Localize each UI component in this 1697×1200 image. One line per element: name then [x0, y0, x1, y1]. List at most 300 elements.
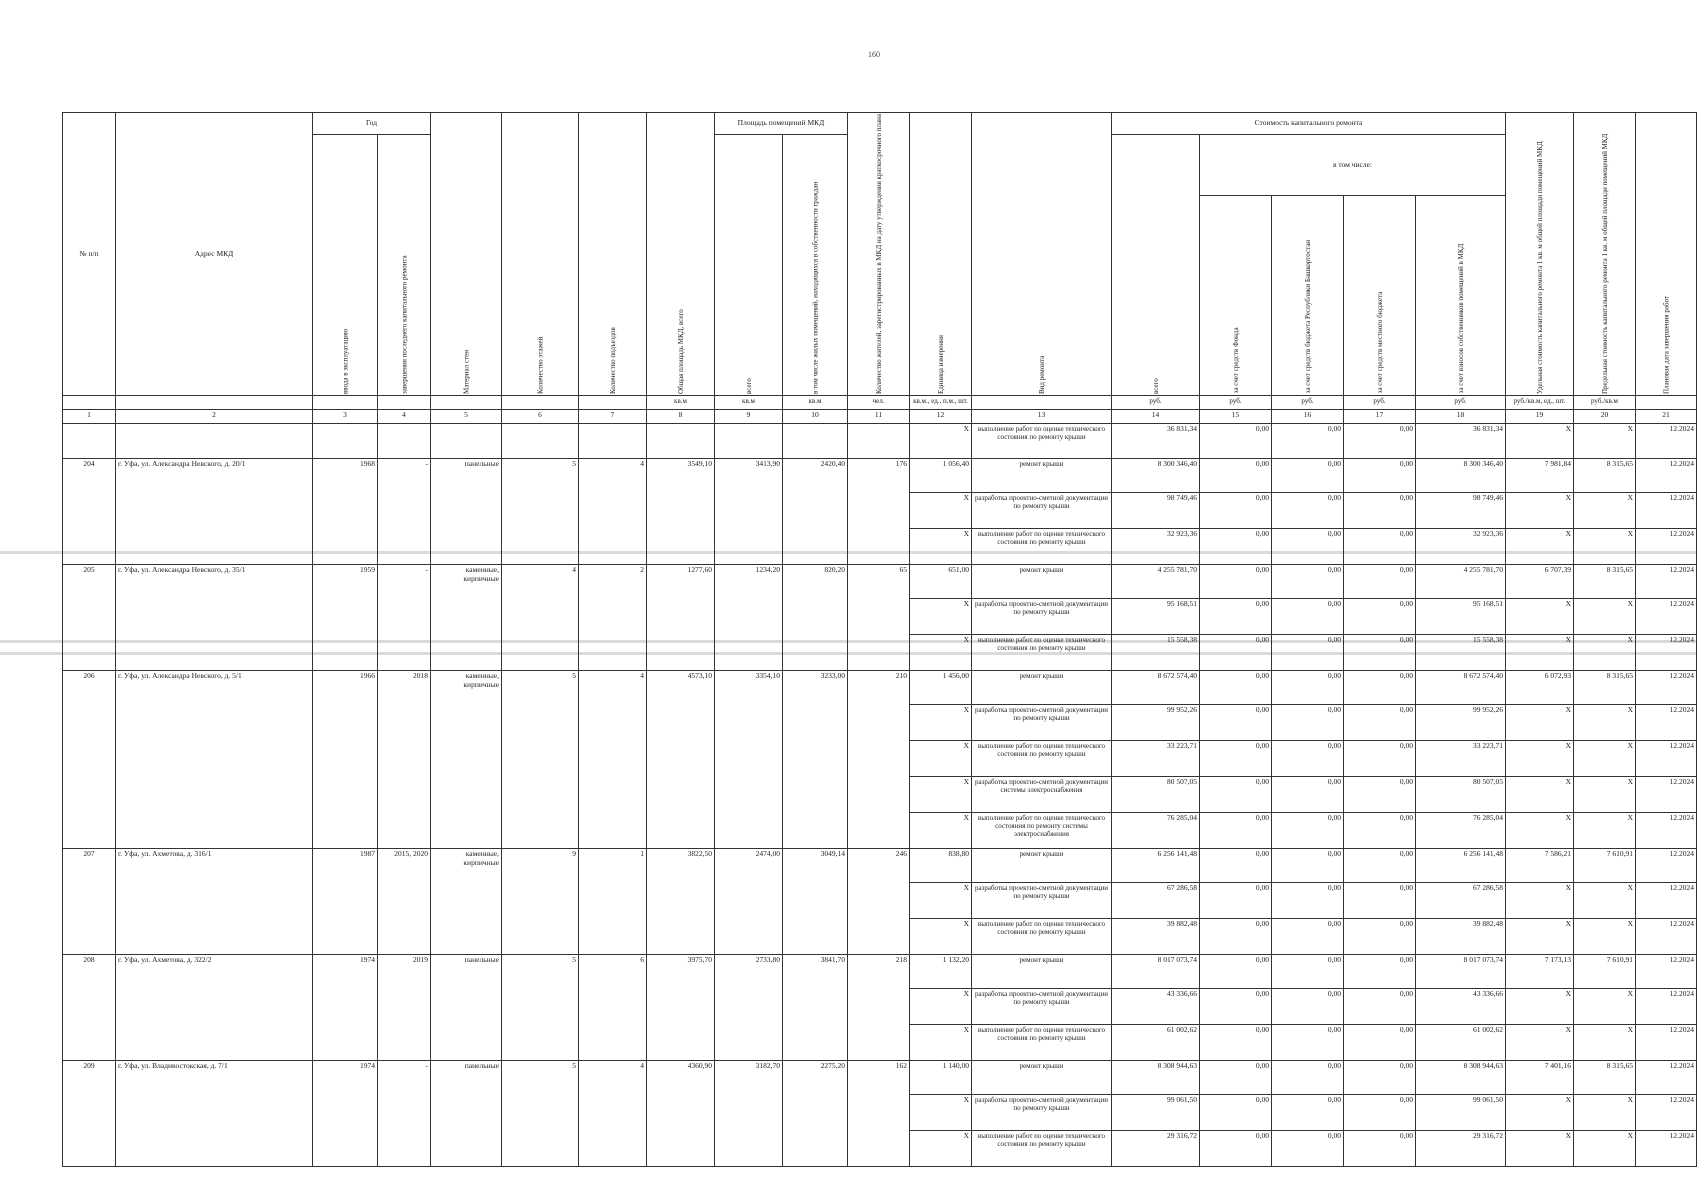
- cost-republic: 0,00: [1272, 741, 1344, 777]
- planned-date: 12.2024: [1636, 599, 1697, 635]
- repair-plan-table: [62, 112, 1697, 1167]
- max-cost: 8 315,65: [1574, 1061, 1636, 1095]
- unit-cost: X: [1506, 705, 1574, 741]
- repair-type: разработка проектно-сметной документации по ремонту крыши: [972, 1095, 1112, 1131]
- total-area: 3822,50: [647, 849, 715, 955]
- wall-material: каменные, кирпичные: [431, 849, 502, 955]
- unit-value: X: [910, 989, 972, 1025]
- column-number: 4: [378, 410, 431, 424]
- unit-value: X: [910, 741, 972, 777]
- unit-cell: руб.: [1344, 396, 1416, 410]
- column-number: 11: [848, 410, 910, 424]
- max-cost: X: [1574, 1025, 1636, 1061]
- unit-value: 1 456,00: [910, 671, 972, 705]
- unit-value: X: [910, 1095, 972, 1131]
- column-number: 13: [972, 410, 1112, 424]
- cost-republic: 0,00: [1272, 459, 1344, 493]
- cost-fund: 0,00: [1200, 424, 1272, 459]
- unit-value: X: [910, 424, 972, 459]
- premises-owned: 2420,40: [783, 459, 848, 565]
- cost-fund: 0,00: [1200, 849, 1272, 883]
- cost-owners: 6 256 141,48: [1416, 849, 1506, 883]
- cost-owners: 8 672 574,40: [1416, 671, 1506, 705]
- cost-owners: 36 831,34: [1416, 424, 1506, 459]
- cost-republic: 0,00: [1272, 599, 1344, 635]
- repair-type: ремонт крыши: [972, 565, 1112, 599]
- cost-owners: 61 002,62: [1416, 1025, 1506, 1061]
- wall-material: панельные: [431, 955, 502, 1061]
- cost-republic: 0,00: [1272, 493, 1344, 529]
- table-row: [63, 424, 1697, 459]
- planned-date: 12.2024: [1636, 565, 1697, 599]
- cost-local: 0,00: [1344, 1095, 1416, 1131]
- column-number: 12: [910, 410, 972, 424]
- floors: 5: [502, 459, 579, 565]
- premises-owned: 820,20: [783, 565, 848, 671]
- cost-local: 0,00: [1344, 849, 1416, 883]
- units-row: [63, 396, 1697, 410]
- cost-owners: 80 507,05: [1416, 777, 1506, 813]
- address: г. Уфа, ул. Александра Невского, д. 35/1: [116, 565, 313, 671]
- empty-cell: [783, 424, 848, 459]
- year-last-repair: 2018: [378, 671, 431, 849]
- header-cost-owners: за счет взносов собственников помещений в МКД: [1416, 195, 1506, 395]
- premises-total: 3182,70: [715, 1061, 783, 1167]
- unit-cost: X: [1506, 1025, 1574, 1061]
- planned-date: 12.2024: [1636, 955, 1697, 989]
- cost-fund: 0,00: [1200, 989, 1272, 1025]
- repair-type: выполнение работ по оценке технического состояния по ремонту крыши: [972, 741, 1112, 777]
- unit-cost: X: [1506, 919, 1574, 955]
- entrances: 4: [579, 459, 647, 565]
- header-max-cost: Предельная стоимость капитального ремонта 1 кв. м общей площади помещений МКД: [1574, 113, 1636, 396]
- unit-value: 838,80: [910, 849, 972, 883]
- repair-type: ремонт крыши: [972, 671, 1112, 705]
- total-area: 4360,90: [647, 1061, 715, 1167]
- floors: 5: [502, 955, 579, 1061]
- planned-date: 12.2024: [1636, 1131, 1697, 1167]
- cost-republic: 0,00: [1272, 705, 1344, 741]
- unit-value: X: [910, 777, 972, 813]
- header-floors: Количество этажей: [502, 113, 579, 396]
- cost-fund: 0,00: [1200, 1061, 1272, 1095]
- cost-republic: 0,00: [1272, 565, 1344, 599]
- header-repair-type: Вид ремонта: [972, 113, 1112, 396]
- row-number: 204: [63, 459, 116, 565]
- cost-fund: 0,00: [1200, 565, 1272, 599]
- cost-owners: 95 168,51: [1416, 599, 1506, 635]
- repair-type: ремонт крыши: [972, 849, 1112, 883]
- header-year-commission: ввода в эксплуатацию: [313, 135, 378, 396]
- unit-cell: руб./кв.м: [1574, 396, 1636, 410]
- unit-value: X: [910, 883, 972, 919]
- max-cost: X: [1574, 883, 1636, 919]
- unit-cell: руб.: [1200, 396, 1272, 410]
- column-number: 10: [783, 410, 848, 424]
- cost-republic: 0,00: [1272, 635, 1344, 671]
- repair-type: разработка проектно-сметной документации по ремонту крыши: [972, 705, 1112, 741]
- floors: 5: [502, 671, 579, 849]
- header-total-area: Общая площадь МКД, всего: [647, 113, 715, 396]
- cost-local: 0,00: [1344, 635, 1416, 671]
- cost-local: 0,00: [1344, 813, 1416, 849]
- max-cost: X: [1574, 493, 1636, 529]
- max-cost: X: [1574, 599, 1636, 635]
- cost-total: 61 002,62: [1112, 1025, 1200, 1061]
- year-commission: 1987: [313, 849, 378, 955]
- cost-republic: 0,00: [1272, 1131, 1344, 1167]
- premises-total: 3413,90: [715, 459, 783, 565]
- unit-value: 1 056,40: [910, 459, 972, 493]
- unit-value: X: [910, 813, 972, 849]
- entrances: 1: [579, 849, 647, 955]
- cost-republic: 0,00: [1272, 849, 1344, 883]
- residents: 210: [848, 671, 910, 849]
- max-cost: 8 315,65: [1574, 565, 1636, 599]
- year-last-repair: -: [378, 459, 431, 565]
- repair-type: ремонт крыши: [972, 1061, 1112, 1095]
- premises-owned: 3049,14: [783, 849, 848, 955]
- cost-owners: 8 308 944,63: [1416, 1061, 1506, 1095]
- planned-date: 12.2024: [1636, 989, 1697, 1025]
- max-cost: 7 610,91: [1574, 955, 1636, 989]
- cost-fund: 0,00: [1200, 883, 1272, 919]
- year-last-repair: -: [378, 1061, 431, 1167]
- header-address: Адрес МКД: [116, 113, 313, 396]
- cost-republic: 0,00: [1272, 1095, 1344, 1131]
- residents: 162: [848, 1061, 910, 1167]
- column-number: 20: [1574, 410, 1636, 424]
- planned-date: 12.2024: [1636, 424, 1697, 459]
- max-cost: X: [1574, 741, 1636, 777]
- cost-fund: 0,00: [1200, 777, 1272, 813]
- unit-value: 1 140,00: [910, 1061, 972, 1095]
- header-cost-including: в том числе:: [1200, 135, 1506, 196]
- planned-date: 12.2024: [1636, 1025, 1697, 1061]
- unit-cost: X: [1506, 1131, 1574, 1167]
- header-no: № п/п: [63, 113, 116, 396]
- unit-cost: X: [1506, 493, 1574, 529]
- unit-cell: кв.м: [647, 396, 715, 410]
- max-cost: X: [1574, 635, 1636, 671]
- year-commission: 1959: [313, 565, 378, 671]
- unit-value: X: [910, 635, 972, 671]
- cost-local: 0,00: [1344, 459, 1416, 493]
- unit-value: X: [910, 493, 972, 529]
- unit-cell: руб.: [1272, 396, 1344, 410]
- entrances: 4: [579, 1061, 647, 1167]
- column-number: 14: [1112, 410, 1200, 424]
- residents: 65: [848, 565, 910, 671]
- table-row: [63, 849, 1697, 883]
- residents: 218: [848, 955, 910, 1061]
- repair-type: выполнение работ по оценке технического состояния по ремонту крыши: [972, 1025, 1112, 1061]
- cost-republic: 0,00: [1272, 1025, 1344, 1061]
- cost-fund: 0,00: [1200, 635, 1272, 671]
- total-area: 1277,60: [647, 565, 715, 671]
- repair-type: разработка проектно-сметной документации по ремонту крыши: [972, 989, 1112, 1025]
- header-cost-total: всего: [1112, 135, 1200, 396]
- unit-cost: 7 401,16: [1506, 1061, 1574, 1095]
- empty-cell: [431, 424, 502, 459]
- row-number: 206: [63, 671, 116, 849]
- empty-cell: [502, 424, 579, 459]
- residents: 176: [848, 459, 910, 565]
- empty-cell: [63, 424, 116, 459]
- total-area: 3975,70: [647, 955, 715, 1061]
- planned-date: 12.2024: [1636, 813, 1697, 849]
- residents: 246: [848, 849, 910, 955]
- header-year: Год: [313, 113, 431, 135]
- cost-total: 99 952,26: [1112, 705, 1200, 741]
- entrances: 2: [579, 565, 647, 671]
- unit-cost: X: [1506, 741, 1574, 777]
- unit-cost: 6 707,39: [1506, 565, 1574, 599]
- page-number: 160: [868, 50, 880, 59]
- year-commission: 1968: [313, 459, 378, 565]
- cost-local: 0,00: [1344, 1061, 1416, 1095]
- year-commission: 1966: [313, 671, 378, 849]
- header-entrances: Количество подъездов: [579, 113, 647, 396]
- header-unit: Единица измерения: [910, 113, 972, 396]
- premises-owned: 2275,20: [783, 1061, 848, 1167]
- unit-value: X: [910, 1131, 972, 1167]
- cost-local: 0,00: [1344, 424, 1416, 459]
- planned-date: 12.2024: [1636, 493, 1697, 529]
- row-number: 209: [63, 1061, 116, 1167]
- unit-cost: X: [1506, 529, 1574, 565]
- max-cost: X: [1574, 919, 1636, 955]
- cost-owners: 32 923,36: [1416, 529, 1506, 565]
- unit-cost: 6 072,93: [1506, 671, 1574, 705]
- unit-value: 651,00: [910, 565, 972, 599]
- cost-total: 36 831,34: [1112, 424, 1200, 459]
- header-premises: Площадь помещений МКД: [715, 113, 848, 135]
- year-commission: 1974: [313, 1061, 378, 1167]
- repair-type: выполнение работ по оценке технического состояния по ремонту крыши: [972, 1131, 1112, 1167]
- cost-owners: 33 223,71: [1416, 741, 1506, 777]
- column-number: 9: [715, 410, 783, 424]
- repair-type: ремонт крыши: [972, 459, 1112, 493]
- premises-total: 2733,80: [715, 955, 783, 1061]
- entrances: 6: [579, 955, 647, 1061]
- cost-total: 98 749,46: [1112, 493, 1200, 529]
- cost-total: 4 255 781,70: [1112, 565, 1200, 599]
- cost-total: 15 558,38: [1112, 635, 1200, 671]
- table-row: [63, 671, 1697, 705]
- cost-owners: 29 316,72: [1416, 1131, 1506, 1167]
- cost-owners: 8 017 073,74: [1416, 955, 1506, 989]
- repair-type: выполнение работ по оценке технического состояния по ремонту крыши: [972, 529, 1112, 565]
- repair-type: выполнение работ по оценке технического состояния по ремонту крыши: [972, 424, 1112, 459]
- cost-total: 8 300 346,40: [1112, 459, 1200, 493]
- cost-owners: 98 749,46: [1416, 493, 1506, 529]
- address: г. Уфа, ул. Александра Невского, д. 5/1: [116, 671, 313, 849]
- unit-cell: кв.м: [715, 396, 783, 410]
- repair-type: выполнение работ по оценке технического состояния по ремонту системы электроснабжения: [972, 813, 1112, 849]
- year-commission: 1974: [313, 955, 378, 1061]
- cost-republic: 0,00: [1272, 813, 1344, 849]
- header-row: [63, 113, 1697, 135]
- repair-type: разработка проектно-сметной документации по ремонту крыши: [972, 883, 1112, 919]
- premises-owned: 3841,70: [783, 955, 848, 1061]
- cost-local: 0,00: [1344, 777, 1416, 813]
- empty-cell: [848, 424, 910, 459]
- unit-value: X: [910, 599, 972, 635]
- planned-date: 12.2024: [1636, 777, 1697, 813]
- cost-total: 8 308 944,63: [1112, 1061, 1200, 1095]
- address: г. Уфа, ул. Ахметова, д. 322/2: [116, 955, 313, 1061]
- unit-cell: руб.: [1112, 396, 1200, 410]
- column-number: 5: [431, 410, 502, 424]
- cost-fund: 0,00: [1200, 671, 1272, 705]
- cost-total: 76 285,04: [1112, 813, 1200, 849]
- column-number: 3: [313, 410, 378, 424]
- repair-type: выполнение работ по оценке технического состояния по ремонту крыши: [972, 635, 1112, 671]
- max-cost: X: [1574, 1095, 1636, 1131]
- planned-date: 12.2024: [1636, 1095, 1697, 1131]
- address: г. Уфа, ул. Ахметова, д. 316/1: [116, 849, 313, 955]
- max-cost: X: [1574, 1131, 1636, 1167]
- column-number: 21: [1636, 410, 1697, 424]
- repair-type: ремонт крыши: [972, 955, 1112, 989]
- cost-local: 0,00: [1344, 705, 1416, 741]
- column-number: 6: [502, 410, 579, 424]
- cost-fund: 0,00: [1200, 705, 1272, 741]
- premises-total: 2474,00: [715, 849, 783, 955]
- column-number: 16: [1272, 410, 1344, 424]
- cost-local: 0,00: [1344, 565, 1416, 599]
- cost-local: 0,00: [1344, 1025, 1416, 1061]
- unit-cell: кв.м., ед., п.м., шт.: [910, 396, 972, 410]
- column-number: 1: [63, 410, 116, 424]
- cost-fund: 0,00: [1200, 813, 1272, 849]
- unit-cost: 7 586,21: [1506, 849, 1574, 883]
- max-cost: 8 315,65: [1574, 459, 1636, 493]
- header-planned-date: Плановая дата завершения работ: [1636, 113, 1697, 396]
- cost-total: 8 017 073,74: [1112, 955, 1200, 989]
- cost-republic: 0,00: [1272, 1061, 1344, 1095]
- unit-value: X: [910, 705, 972, 741]
- cost-owners: 99 952,26: [1416, 705, 1506, 741]
- wall-material: каменные, кирпичные: [431, 671, 502, 849]
- empty-cell: [116, 424, 313, 459]
- planned-date: 12.2024: [1636, 849, 1697, 883]
- cost-republic: 0,00: [1272, 424, 1344, 459]
- cost-total: 33 223,71: [1112, 741, 1200, 777]
- cost-total: 80 507,05: [1112, 777, 1200, 813]
- planned-date: 12.2024: [1636, 635, 1697, 671]
- cost-owners: 8 300 346,40: [1416, 459, 1506, 493]
- year-last-repair: 2015, 2020: [378, 849, 431, 955]
- cost-republic: 0,00: [1272, 955, 1344, 989]
- unit-cell: чел.: [848, 396, 910, 410]
- cost-owners: 4 255 781,70: [1416, 565, 1506, 599]
- column-number: 8: [647, 410, 715, 424]
- total-area: 4573,10: [647, 671, 715, 849]
- header-wall-material: Материал стен: [431, 113, 502, 396]
- planned-date: 12.2024: [1636, 919, 1697, 955]
- max-cost: X: [1574, 424, 1636, 459]
- planned-date: 12.2024: [1636, 1061, 1697, 1095]
- cost-owners: 43 336,66: [1416, 989, 1506, 1025]
- cost-fund: 0,00: [1200, 459, 1272, 493]
- unit-cost: X: [1506, 424, 1574, 459]
- column-numbers-row: [63, 410, 1697, 424]
- max-cost: X: [1574, 529, 1636, 565]
- max-cost: 8 315,65: [1574, 671, 1636, 705]
- max-cost: X: [1574, 989, 1636, 1025]
- cost-local: 0,00: [1344, 1131, 1416, 1167]
- year-last-repair: -: [378, 565, 431, 671]
- cost-fund: 0,00: [1200, 741, 1272, 777]
- year-last-repair: 2019: [378, 955, 431, 1061]
- header-residents: Количество жителей, зарегистрированных в МКД на дату утверждения краткосрочного плана: [848, 113, 910, 396]
- column-number: 2: [116, 410, 313, 424]
- empty-cell: [378, 424, 431, 459]
- cost-fund: 0,00: [1200, 919, 1272, 955]
- column-number: 17: [1344, 410, 1416, 424]
- address: г. Уфа, ул. Владивостокская, д. 7/1: [116, 1061, 313, 1167]
- cost-fund: 0,00: [1200, 1025, 1272, 1061]
- cost-local: 0,00: [1344, 599, 1416, 635]
- cost-fund: 0,00: [1200, 599, 1272, 635]
- max-cost: X: [1574, 777, 1636, 813]
- cost-owners: 67 286,58: [1416, 883, 1506, 919]
- cost-total: 29 316,72: [1112, 1131, 1200, 1167]
- wall-material: панельные: [431, 459, 502, 565]
- cost-fund: 0,00: [1200, 493, 1272, 529]
- floors: 4: [502, 565, 579, 671]
- cost-republic: 0,00: [1272, 989, 1344, 1025]
- planned-date: 12.2024: [1636, 741, 1697, 777]
- cost-total: 99 061,50: [1112, 1095, 1200, 1131]
- wall-material: панельные: [431, 1061, 502, 1167]
- header-cost: Стоимость капитального ремонта: [1112, 113, 1506, 135]
- cost-republic: 0,00: [1272, 777, 1344, 813]
- cost-local: 0,00: [1344, 529, 1416, 565]
- cost-fund: 0,00: [1200, 955, 1272, 989]
- unit-cost: X: [1506, 989, 1574, 1025]
- header-premises-owned: в том числе жилых помещений, находящихся в собственности граждан: [783, 135, 848, 396]
- header-cost-republic: за счет средств бюджета Республики Башкортостан: [1272, 195, 1344, 395]
- cost-local: 0,00: [1344, 883, 1416, 919]
- floors: 9: [502, 849, 579, 955]
- table-row: [63, 459, 1697, 493]
- cost-local: 0,00: [1344, 671, 1416, 705]
- header-unit-cost: Удельная стоимость капитального ремонта 1 кв. м общей площади помещений МКД: [1506, 113, 1574, 396]
- empty-cell: [647, 424, 715, 459]
- planned-date: 12.2024: [1636, 705, 1697, 741]
- table-row: [63, 1061, 1697, 1095]
- cost-local: 0,00: [1344, 919, 1416, 955]
- cost-local: 0,00: [1344, 955, 1416, 989]
- header-year-last-repair: завершения последнего капитального ремонта: [378, 135, 431, 396]
- repair-type: выполнение работ по оценке технического состояния по ремонту крыши: [972, 919, 1112, 955]
- unit-value: X: [910, 919, 972, 955]
- cost-owners: 76 285,04: [1416, 813, 1506, 849]
- cost-owners: 99 061,50: [1416, 1095, 1506, 1131]
- entrances: 4: [579, 671, 647, 849]
- unit-cost: 7 981,84: [1506, 459, 1574, 493]
- column-number: 7: [579, 410, 647, 424]
- header-premises-total: всего: [715, 135, 783, 396]
- repair-type: разработка проектно-сметной документации по ремонту крыши: [972, 493, 1112, 529]
- cost-republic: 0,00: [1272, 529, 1344, 565]
- row-number: 208: [63, 955, 116, 1061]
- cost-total: 32 923,36: [1112, 529, 1200, 565]
- table-body: [63, 113, 1697, 1167]
